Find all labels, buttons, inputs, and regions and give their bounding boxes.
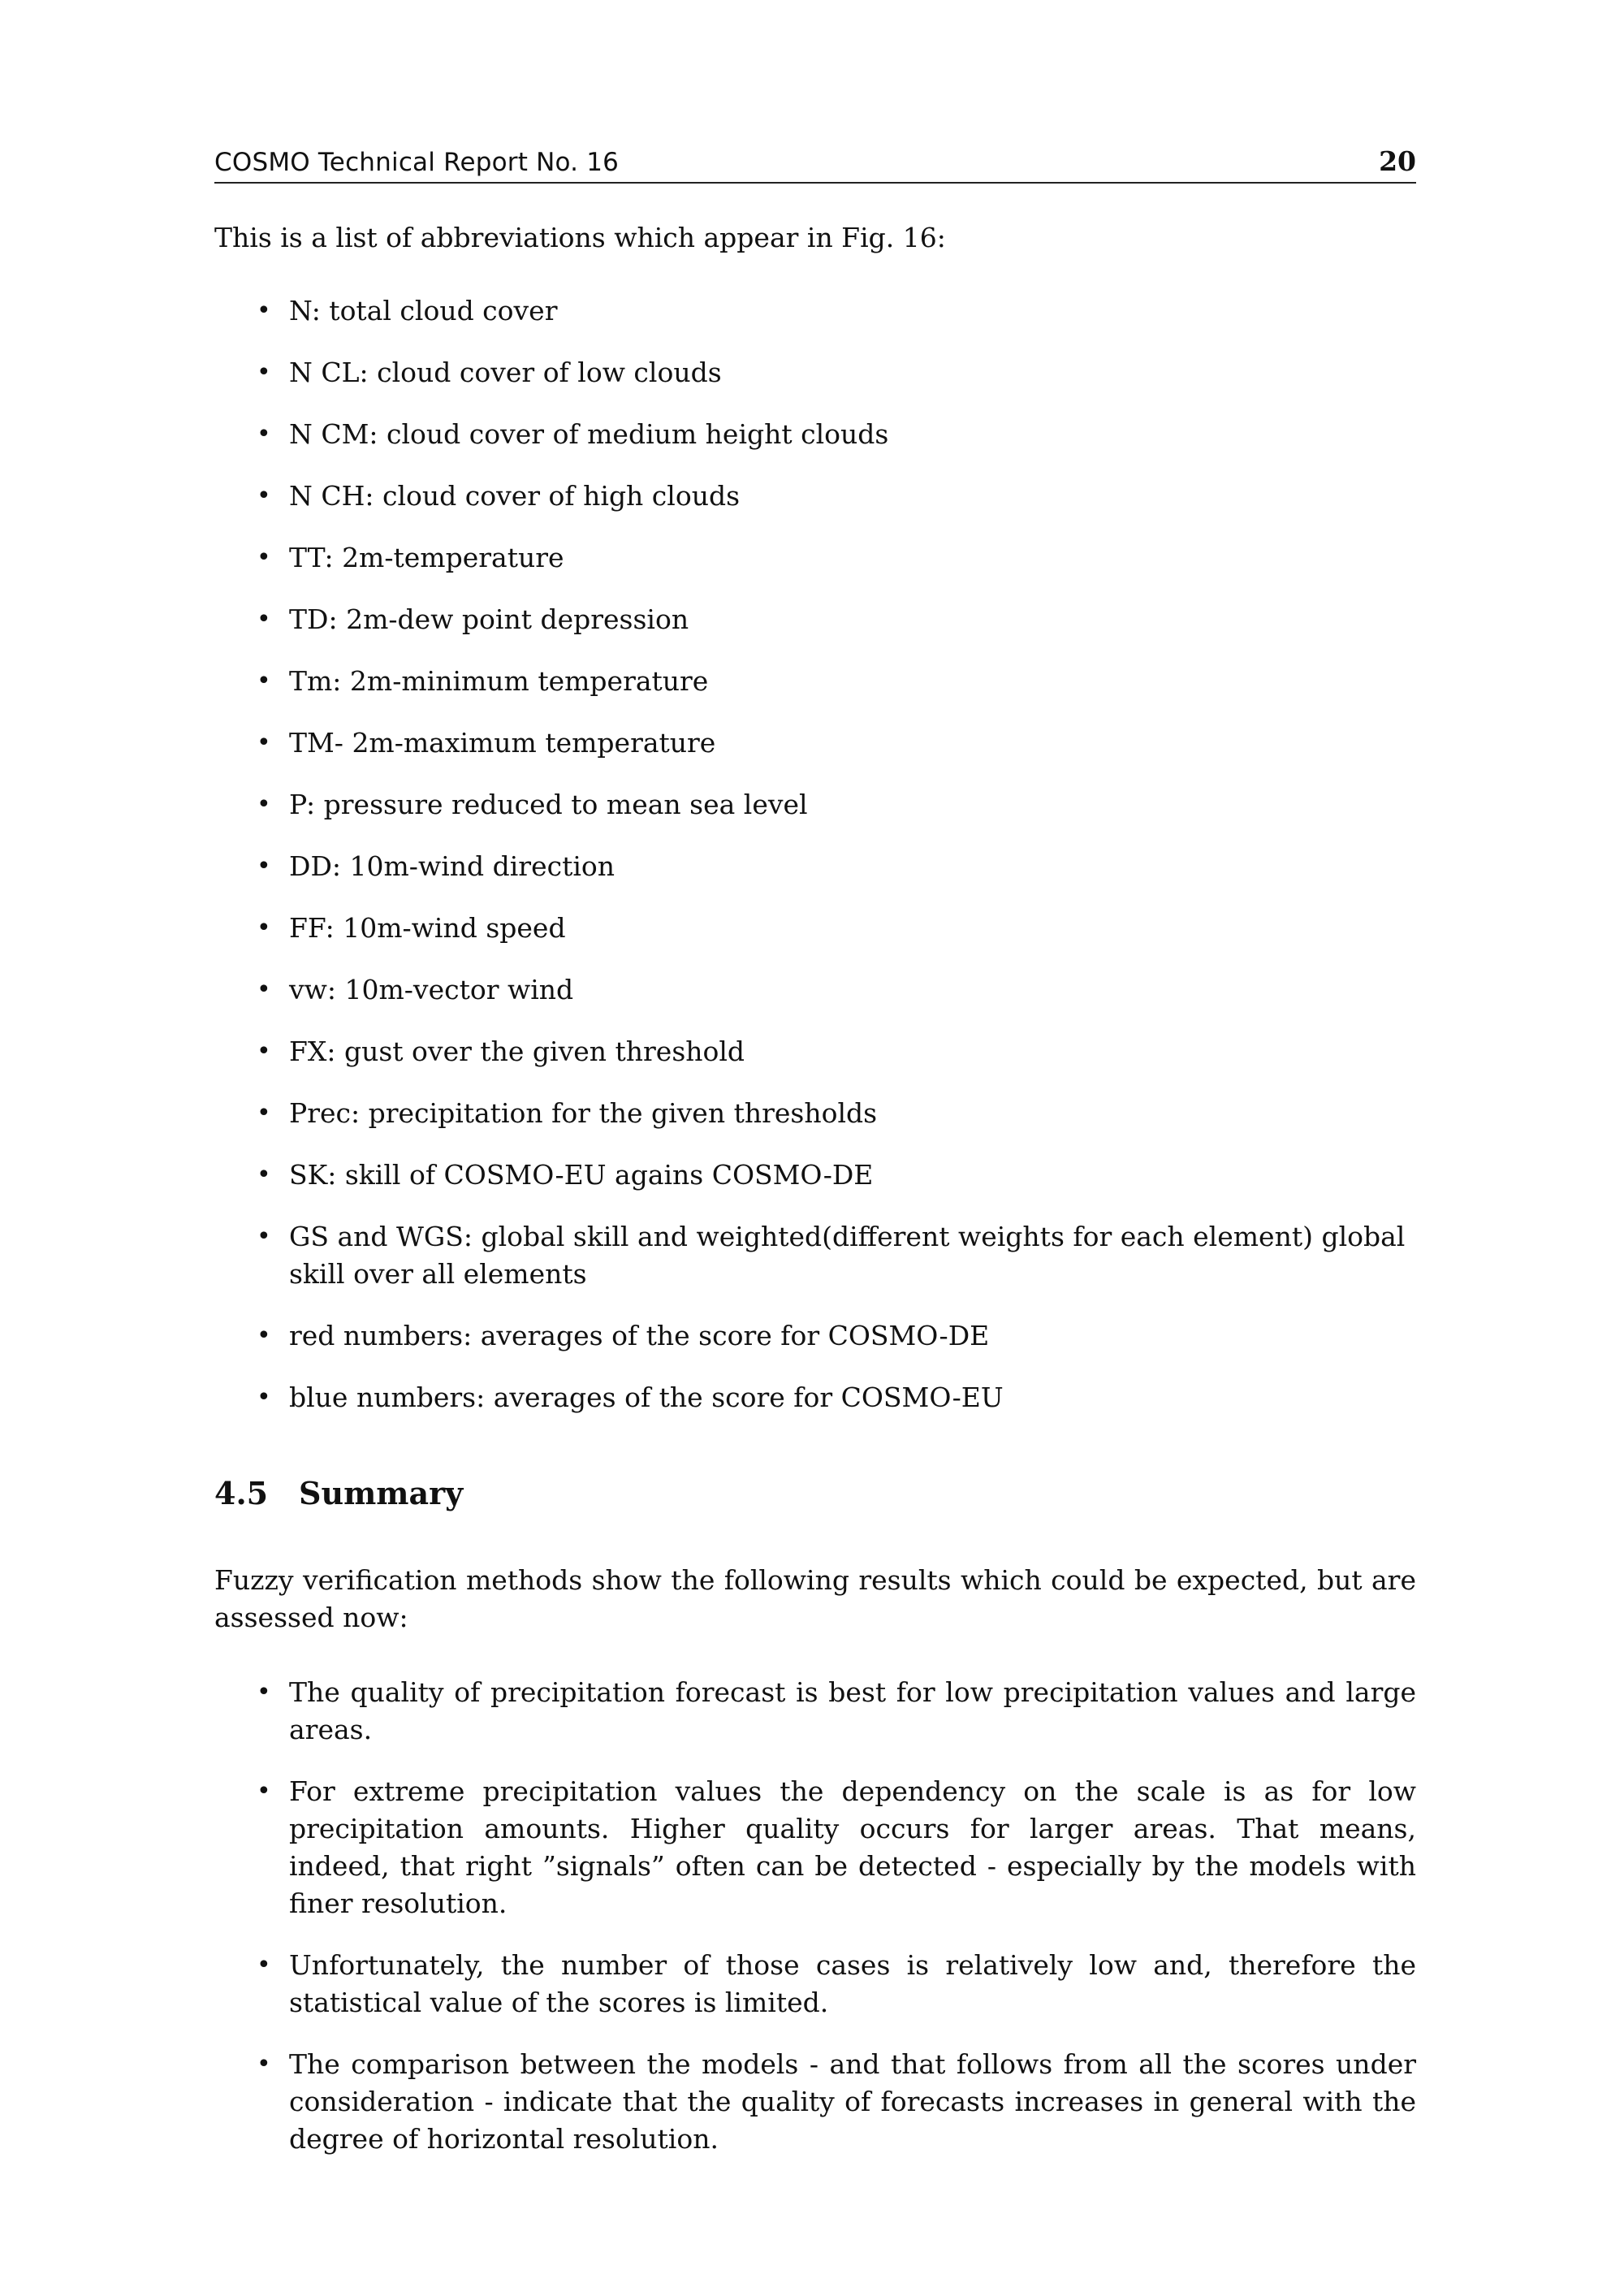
bullet-icon: • bbox=[257, 420, 271, 448]
bullet-icon: • bbox=[257, 1951, 271, 1979]
list-item: • red numbers: averages of the score for COSMO-DE bbox=[214, 1317, 1416, 1355]
list-item: • Tm: 2m-minimum temperature bbox=[214, 663, 1416, 700]
report-title: COSMO Technical Report No. 16 bbox=[214, 148, 620, 177]
section-number: 4.5 bbox=[214, 1475, 269, 1511]
bullet-icon: • bbox=[257, 296, 271, 325]
list-item: • vw: 10m-vector wind bbox=[214, 971, 1416, 1009]
bullet-icon: • bbox=[257, 543, 271, 572]
bullet-icon: • bbox=[257, 1099, 271, 1127]
list-item: • GS and WGS: global skill and weighted(different weights for each element) global skill over all elements bbox=[214, 1218, 1416, 1293]
list-item: • Prec: precipitation for the given thresholds bbox=[214, 1095, 1416, 1132]
bullet-icon: • bbox=[257, 852, 271, 880]
bullet-icon: • bbox=[257, 729, 271, 757]
list-item: • TT: 2m-temperature bbox=[214, 539, 1416, 577]
list-item: • The comparison between the models - and that follows from all the scores under consideration - indicate that the quality of forecasts increases in general with the degree of horizontal resolution. bbox=[214, 2046, 1416, 2158]
section-heading bbox=[214, 1475, 1416, 1511]
bullet-icon: • bbox=[257, 1777, 271, 1805]
bullet-icon: • bbox=[257, 605, 271, 633]
list-item: • TM- 2m-maximum temperature bbox=[214, 724, 1416, 762]
section-title: Summary bbox=[299, 1475, 464, 1511]
abbreviation-intro: This is a list of abbreviations which appear in Fig. 16: bbox=[214, 222, 946, 253]
bullet-icon: • bbox=[257, 1161, 271, 1189]
bullet-icon: • bbox=[257, 1383, 271, 1412]
bullet-icon: • bbox=[257, 482, 271, 510]
bullet-icon: • bbox=[257, 975, 271, 1004]
abbreviation-list bbox=[214, 292, 1416, 1416]
list-item: • FX: gust over the given threshold bbox=[214, 1033, 1416, 1070]
list-item: • N CH: cloud cover of high clouds bbox=[214, 478, 1416, 515]
list-item: • Unfortunately, the number of those cases is relatively low and, therefore the statistical value of the scores is limited. bbox=[214, 1947, 1416, 2021]
list-item: • DD: 10m-wind direction bbox=[214, 848, 1416, 885]
running-header bbox=[214, 138, 1416, 184]
bullet-icon: • bbox=[257, 1678, 271, 1706]
list-item: • N CM: cloud cover of medium height clouds bbox=[214, 416, 1416, 453]
bullet-icon: • bbox=[257, 1222, 271, 1251]
list-item: • For extreme precipitation values the dependency on the scale is as for low precipitation amounts. Higher quality occurs for larger areas. That means, indeed, that right ”signals” often can be detected - especially by the models with finer resolution. bbox=[214, 1773, 1416, 1922]
list-item: • P: pressure reduced to mean sea level bbox=[214, 786, 1416, 824]
bullet-icon: • bbox=[257, 358, 271, 387]
list-item: • blue numbers: averages of the score for COSMO-EU bbox=[214, 1379, 1416, 1416]
page-number: 20 bbox=[1379, 145, 1416, 177]
summary-intro: Fuzzy verification methods show the following results which could be expected, but are assessed now: bbox=[214, 1564, 1416, 1633]
bullet-icon: • bbox=[257, 790, 271, 819]
list-item: • N: total cloud cover bbox=[214, 292, 1416, 330]
summary-list bbox=[214, 1674, 1416, 2158]
list-item: • The quality of precipitation forecast is best for low precipitation values and large areas. bbox=[214, 1674, 1416, 1749]
list-item: • FF: 10m-wind speed bbox=[214, 910, 1416, 947]
bullet-icon: • bbox=[257, 1037, 271, 1066]
bullet-icon: • bbox=[257, 1321, 271, 1350]
bullet-icon: • bbox=[257, 2050, 271, 2078]
bullet-icon: • bbox=[257, 914, 271, 942]
list-item: • N CL: cloud cover of low clouds bbox=[214, 354, 1416, 391]
list-item: • SK: skill of COSMO-EU agains COSMO-DE bbox=[214, 1157, 1416, 1194]
document-page bbox=[214, 138, 1416, 2182]
list-item: • TD: 2m-dew point depression bbox=[214, 601, 1416, 638]
bullet-icon: • bbox=[257, 667, 271, 695]
